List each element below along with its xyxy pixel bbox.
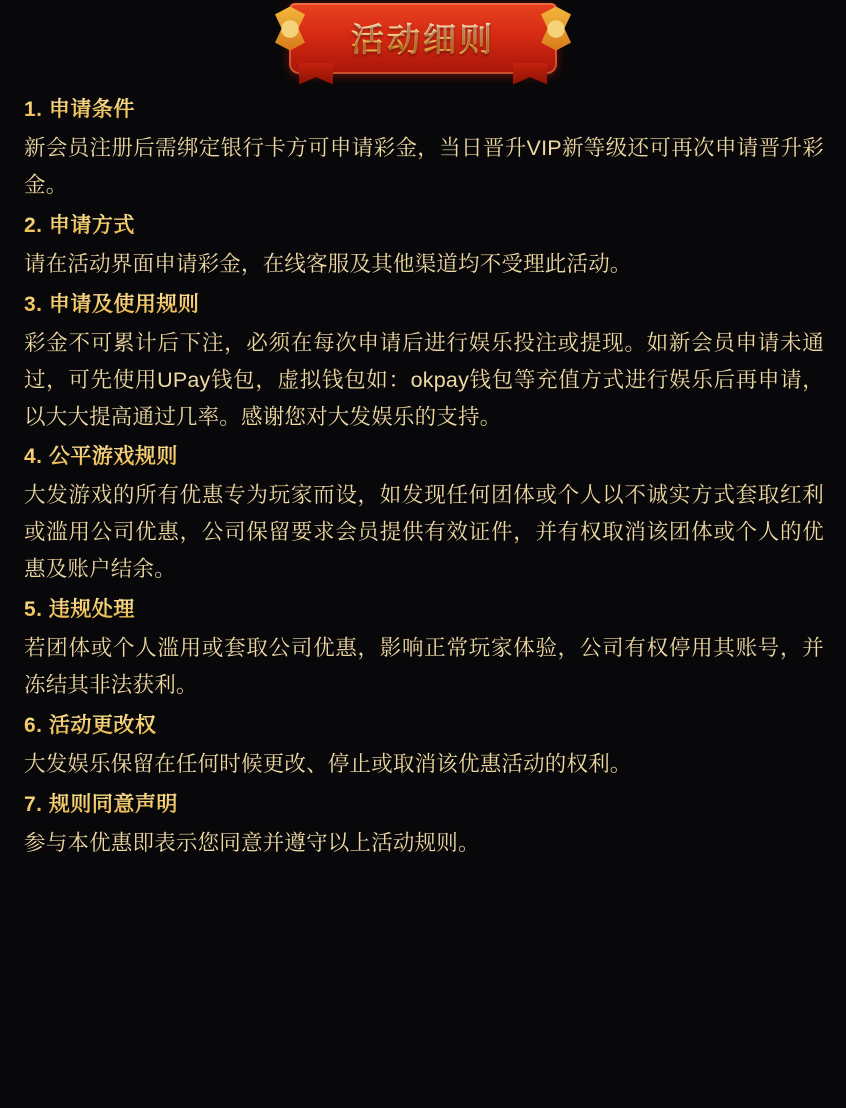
rule-section (24, 285, 824, 436)
rule-section-title: 4. 公平游戏规则 (24, 437, 824, 477)
rule-section-title: 2. 申请方式 (24, 206, 824, 246)
rule-section (24, 206, 824, 283)
rule-section (24, 785, 824, 862)
rule-section (24, 590, 824, 704)
page-title: 活动细则 (351, 20, 495, 58)
rule-section-title: 1. 申请条件 (24, 90, 824, 130)
rule-section (24, 90, 824, 204)
rule-section-title: 6. 活动更改权 (24, 706, 824, 746)
rule-section-body: 大发娱乐保留在任何时候更改、停止或取消该优惠活动的权利。 (24, 752, 632, 776)
rule-section-body: 若团体或个人滥用或套取公司优惠，影响正常玩家体验，公司有权停用其账号，并冻结其非法获利。 (24, 636, 824, 698)
rule-section-body: 新会员注册后需绑定银行卡方可申请彩金，当日晋升VIP新等级还可再次申请晋升彩金。 (24, 135, 824, 197)
rules-content (0, 76, 846, 862)
rule-section (24, 706, 824, 783)
rule-section-body: 参与本优惠即表示您同意并遵守以上活动规则。 (24, 830, 480, 855)
rule-section-title: 5. 违规处理 (24, 590, 824, 630)
rule-section-body: 彩金不可累计后下注，必须在每次申请后进行娱乐投注或提现。如新会员申请未通过，可先使用UPay钱包，虚拟钱包如：okpay钱包等充值方式进行娱乐后再申请，以大大提高通过几率。感谢您对大发娱乐的支持。 (24, 330, 824, 429)
rule-section-title: 7. 规则同意声明 (24, 785, 824, 825)
rule-section (24, 437, 824, 588)
banner-plate (289, 3, 557, 74)
rule-section-body: 大发游戏的所有优惠专为玩家而设，如发现任何团体或个人以不诚实方式套取红利或滥用公司优惠，公司保留要求会员提供有效证件，并有权取消该团体或个人的优惠及账户结余。 (24, 483, 824, 582)
rule-section-title: 3. 申请及使用规则 (24, 285, 824, 325)
rule-section-body: 请在活动界面申请彩金，在线客服及其他渠道均不受理此活动。 (24, 251, 632, 276)
activity-rules-banner (0, 0, 846, 76)
